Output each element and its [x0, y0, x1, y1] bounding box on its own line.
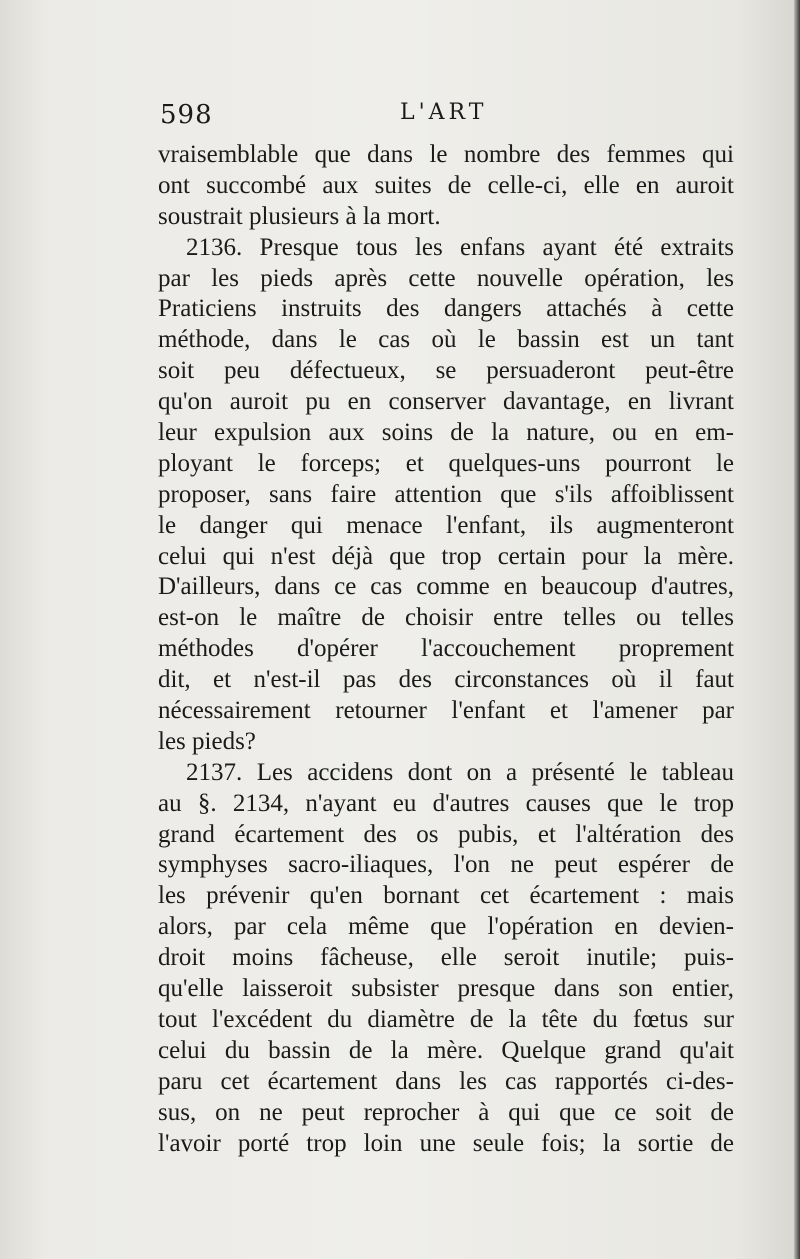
text-line: ployant le forceps; et quelques-uns pourront le	[158, 449, 734, 477]
running-head: L'ART	[400, 100, 488, 125]
page-edge-shadow	[794, 0, 800, 1259]
page-header	[160, 100, 740, 136]
text-line: celui qui n'est déjà que trop certain pour la mère.	[158, 542, 734, 570]
text-line: 2137. Les accidens dont on a présenté le tableau	[186, 758, 734, 786]
page-number: 598	[160, 100, 213, 130]
text-line: vraisemblable que dans le nombre des femmes qui	[158, 141, 734, 168]
text-line: grand écartement des os pubis, et l'altération des	[158, 820, 734, 848]
body-text	[158, 140, 734, 1159]
text-line: les pieds?	[158, 727, 256, 755]
text-line: D'ailleurs, dans ce cas comme en beaucoup d'autres,	[158, 573, 734, 601]
text-line: est-on le maître de choisir entre telles ou telles	[158, 604, 734, 632]
text-line: nécessairement retourner l'enfant et l'amener par	[158, 697, 734, 725]
text-line: le danger qui menace l'enfant, ils augmenteront	[158, 511, 734, 539]
text-line: 2136. Presque tous les enfans ayant été extraits	[186, 233, 734, 261]
text-line: qu'elle laisseroit subsister presque dans son entier,	[158, 975, 734, 1003]
text-line: ont succombé aux suites de celle-ci, elle en auroit	[158, 171, 734, 199]
text-line: alors, par cela même que l'opération en devien-	[158, 913, 734, 941]
text-line: l'avoir porté trop loin une seule fois; la sortie de	[158, 1129, 734, 1157]
text-line: leur expulsion aux soins de la nature, ou en em-	[158, 419, 734, 447]
text-line: au §. 2134, n'ayant eu d'autres causes que le trop	[158, 789, 734, 817]
text-line: symphyses sacro-iliaques, l'on ne peut espérer de	[158, 851, 734, 879]
text-line: soustrait plusieurs à la mort.	[158, 202, 441, 230]
text-line: celui du bassin de la mère. Quelque grand qu'ait	[158, 1036, 734, 1064]
text-line: sus, on ne peut reprocher à qui que ce soit de	[158, 1098, 734, 1126]
text-line: paru cet écartement dans les cas rapportés ci-des-	[158, 1067, 734, 1095]
text-line: méthodes d'opérer l'accouchement proprement	[158, 635, 734, 663]
text-line: Praticiens instruits des dangers attachés à cette	[158, 295, 734, 323]
text-line: qu'on auroit pu en conserver davantage, en livrant	[158, 388, 734, 416]
text-line: dit, et n'est-il pas des circonstances où il faut	[158, 666, 734, 694]
text-line: méthode, dans le cas où le bassin est un tant	[158, 326, 734, 354]
text-line: soit peu défectueux, se persuaderont peut-être	[158, 357, 734, 385]
text-line: tout l'excédent du diamètre de la tête du fœtus sur	[158, 1005, 734, 1033]
text-line: proposer, sans faire attention que s'ils affoiblissent	[158, 480, 734, 508]
text-line: droit moins fâcheuse, elle seroit inutile; puis-	[158, 944, 734, 972]
text-line: les prévenir qu'en bornant cet écartement : mais	[158, 882, 734, 910]
text-line: par les pieds après cette nouvelle opération, les	[158, 264, 734, 292]
